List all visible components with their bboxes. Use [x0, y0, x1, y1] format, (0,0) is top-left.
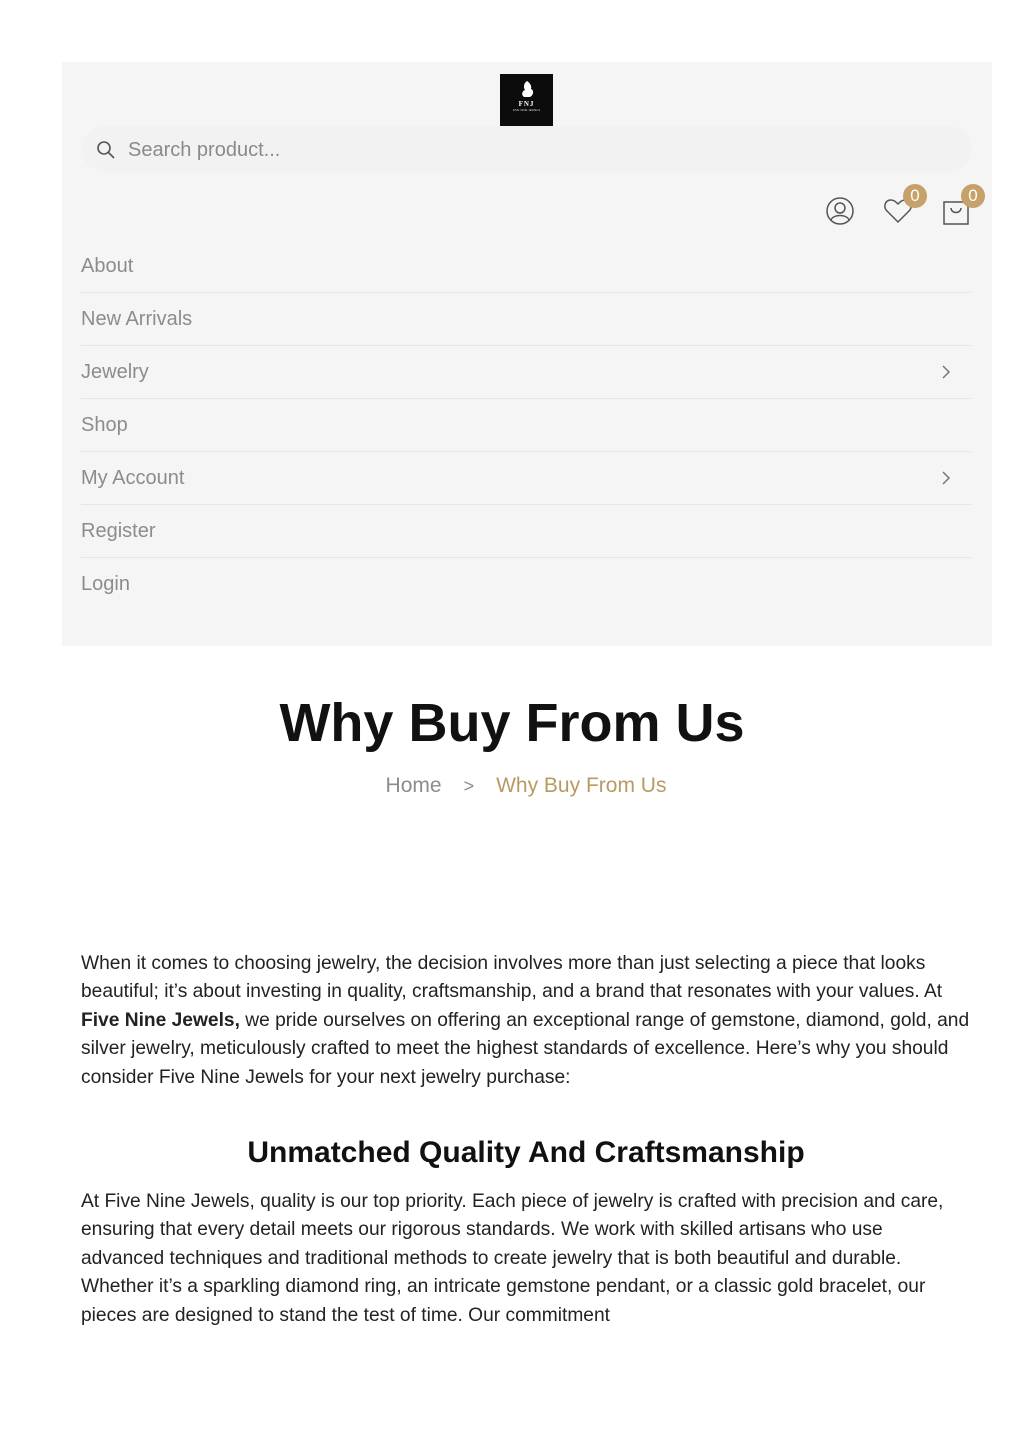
logo-emblem-icon: [516, 80, 538, 100]
menu-item-shop[interactable]: [81, 399, 971, 452]
mobile-header-panel: [62, 62, 992, 646]
breadcrumb-current: Why Buy From Us: [496, 774, 667, 797]
cart-button[interactable]: [941, 186, 978, 226]
menu-item-register[interactable]: [81, 505, 971, 558]
breadcrumb-home-link[interactable]: Home: [385, 774, 442, 797]
menu-item-jewelry[interactable]: [81, 346, 971, 399]
search-bar[interactable]: [82, 126, 972, 172]
menu-item-new-arrivals[interactable]: [81, 293, 971, 346]
intro-text-end: we pride ourselves on offering an exceptional range of gemstone, diamond, gold, and silver jewelry, meticulously crafted to meet the highest standards of excellence. Here’s why you should consider Five Nine Jewels for your next jewelry purchase:: [81, 1009, 970, 1088]
page-title: Why Buy From Us: [279, 693, 745, 753]
section-heading: Unmatched Quality And Craftsmanship: [247, 1136, 805, 1170]
article-content: [81, 950, 971, 1330]
menu-item-label: Login: [81, 573, 130, 595]
user-icon: [825, 196, 855, 226]
menu-item-login[interactable]: [81, 558, 971, 610]
breadcrumb-separator: >: [463, 776, 475, 796]
mobile-nav-menu: [81, 240, 971, 610]
menu-item-label: Register: [81, 520, 156, 542]
logo-text: FNJ: [518, 100, 535, 108]
section-paragraph: At Five Nine Jewels, quality is our top priority. Each piece of jewelry is crafted with precision and care, ensuring that every detail meets our rigorous standards. We work with skilled artisans who use advanced techniques and traditional methods to create jewelry that is both beautiful and durable. Whether it’s a sparkling diamond ring, an intricate gemstone pendant, or a classic gold bracelet, our pieces are designed to stand the test of time. Our commitment: [81, 1191, 944, 1326]
wishlist-button[interactable]: [883, 186, 920, 226]
menu-item-label: Shop: [81, 414, 128, 436]
menu-item-label: Jewelry: [81, 361, 149, 383]
menu-item-label: New Arrivals: [81, 308, 193, 330]
site-logo[interactable]: [500, 74, 553, 126]
menu-item-label: About: [81, 255, 134, 277]
intro-text-start: When it comes to choosing jewelry, the decision involves more than just selecting a piece that looks beautiful; it’s about investing in quality, craftsmanship, and a brand that resonates with your values. At: [81, 953, 943, 1003]
intro-paragraph: [81, 950, 971, 1092]
brand-name: Five Nine Jewels,: [81, 1009, 240, 1031]
menu-item-about[interactable]: [81, 240, 971, 293]
wishlist-count-badge: 0: [903, 184, 927, 208]
account-button[interactable]: [825, 196, 855, 226]
menu-item-label: My Account: [81, 467, 185, 489]
chevron-right-icon[interactable]: [941, 470, 951, 486]
menu-item-my-account[interactable]: [81, 452, 971, 505]
search-icon[interactable]: [96, 140, 116, 165]
search-input[interactable]: [126, 134, 950, 166]
breadcrumb: [0, 774, 1024, 798]
cart-count-badge: 0: [961, 184, 985, 208]
logo-tagline: FIVE NINE JEWELS: [512, 108, 541, 112]
chevron-right-icon[interactable]: [941, 364, 951, 380]
